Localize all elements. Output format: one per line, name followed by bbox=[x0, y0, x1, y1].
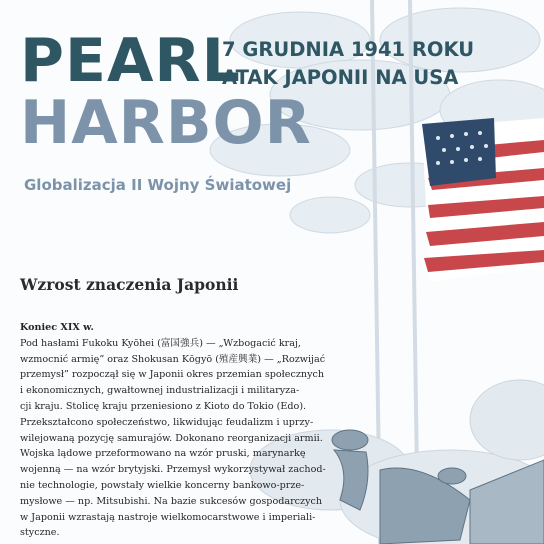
title-line-harbor: HARBOR bbox=[20, 88, 312, 158]
text-line: nie technologie, powstały wielkie koncerny bankowo-prze- bbox=[20, 479, 305, 491]
article-body bbox=[20, 320, 325, 541]
text-line: wilejowaną pozycję samurajów. Dokonano reorganizacji armii. bbox=[20, 432, 323, 444]
text-line: przemysł” rozpoczął się w Japonii okres przemian społecznych bbox=[20, 369, 325, 381]
text-line: Pod hasłami Fukoku Kyōhei (富国強兵) — „Wzbogacić kraj, bbox=[20, 337, 301, 349]
flag-canton bbox=[422, 118, 496, 186]
subtitle: Globalizacja II Wojny Światowej bbox=[24, 176, 292, 194]
text-line: Przekształcono społeczeństwo, likwidując feudalizm i uprzy- bbox=[20, 416, 314, 428]
text-line: styczne. bbox=[20, 527, 60, 539]
date-heading bbox=[222, 36, 474, 92]
text-line: mysłowe — np. Mitsubishi. Na bazie sukcesów gospodarczych bbox=[20, 495, 323, 507]
us-flag bbox=[422, 118, 544, 282]
date-line: 7 GRUDNIA 1941 ROKU bbox=[222, 38, 475, 61]
text-line: cji kraju. Stolicę kraju przeniesiono z Kioto do Tokio (Edo). bbox=[20, 400, 307, 412]
text-line: i ekonomicznych, gwałtownej industrializacji i militaryza- bbox=[20, 385, 300, 397]
text-line: wojenną — na wzór brytyjski. Przemysł wykorzystywał zachod- bbox=[20, 464, 326, 476]
period-label: Koniec XIX w. bbox=[20, 322, 94, 333]
text-line: Wojska lądowe przeformowano na wzór pruski, marynarkę bbox=[20, 448, 306, 460]
title-line-pearl: PEARL bbox=[20, 26, 241, 96]
section-heading: Wzrost znaczenia Japonii bbox=[20, 275, 239, 294]
text-line: w Japonii wzrastają nastroje wielkomocarstwowe i imperiali- bbox=[20, 511, 316, 523]
event-line: ATAK JAPONII NA USA bbox=[222, 66, 459, 89]
text-line: wzmocnić armię” oraz Shokusan Kōgyō (殖産興業) — „Rozwijać bbox=[20, 353, 326, 365]
